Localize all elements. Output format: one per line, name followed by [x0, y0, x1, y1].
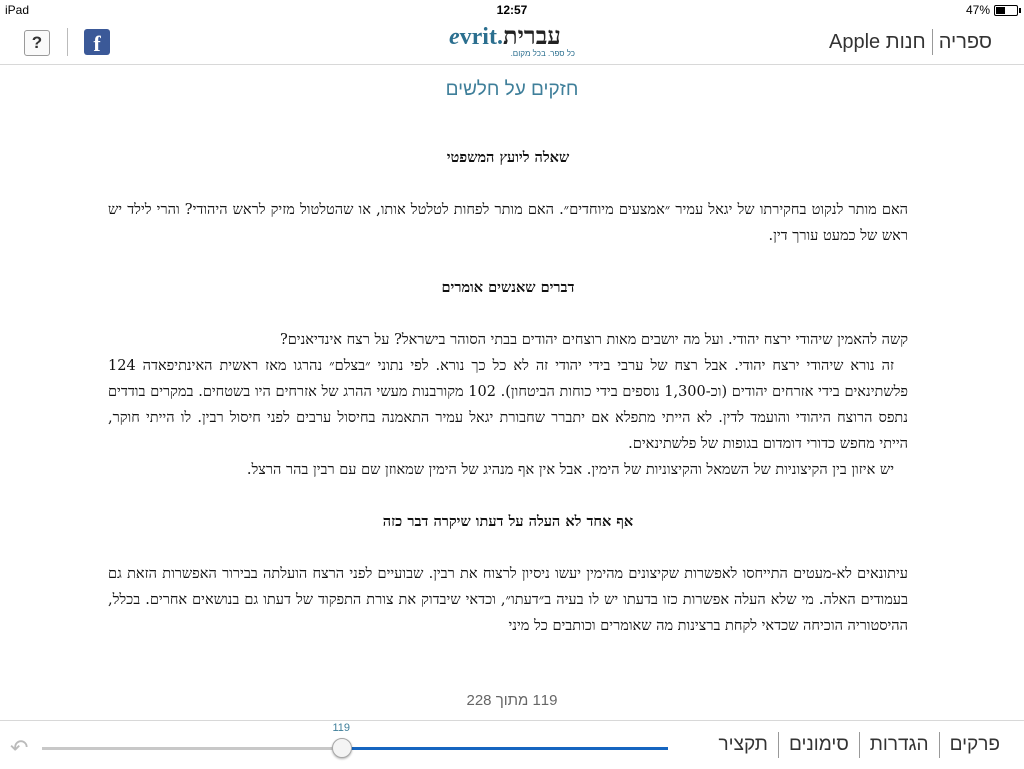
facebook-icon[interactable]: f: [84, 29, 110, 55]
evrit-logo: [449, 24, 579, 60]
paragraph: קשה להאמין שיהודי ירצח יהודי. ועל מה יושבים מאות רוצחים יהודים בבתי הסוהר בישראל? על רצח אינדיאנים?: [279, 332, 908, 348]
section-heading: דברים שאנשים אומרים: [441, 279, 575, 296]
help-button[interactable]: ?: [24, 30, 50, 56]
paragraph: זה נורא שיהודי ירצח יהודי. אבל רצח של ערבי בידי יהודי זה לא כל כך נורא. לפי נתוני ״בצלם״ נהרגו מאז ראשית האינתיפאדה 124 פלשתינאים בידי אזרחים יהודים (וכ-1,300 נוספים בידי כוחות הביטחון). 102 מקורבנות מעשי ההרג של אזרחים היו בשטחים. במקרים בודדים נתפס הרוצח היהודי והועמד לדין. לא הייתי מתפלא אם יתברר שחבורת יגאל עמיר התאמנה בחיסול ערבים לפני חיסול רבין. לו הייתי חוקר, הייתי מחפש כדורי דומדום בגופות של פלשתינאים.: [108, 358, 909, 452]
logo-wordmark: evrit.עברית: [449, 24, 561, 50]
toolbar-chapters[interactable]: פרקים: [949, 734, 1000, 755]
nav-apple-store[interactable]: חנות Apple: [829, 30, 926, 53]
battery-percent: 47%: [965, 3, 990, 17]
section-heading: שאלה ליועץ המשפטי: [446, 149, 570, 166]
battery-icon: [994, 5, 1018, 16]
paragraph: עיתונאים לא-מעטים התייחסו לאפשרות שקיצונים מהימין יעשו ניסיון לרצוח את רבין. שבועיים לפני הרצח הועלתה בבירור האפשרות הזאת גם בעמודים האלה. מי שלא העלה אפשרות כזו בדעתו יש לו בעיה ב״דעתו״, וכדאי שיבדוק את צורת התפקוד של דעתו גם בנושאים אחרים. בכלל, ההיסטוריה הוכיחה שכדאי לקחת ברצינות מה שאומרים וכותבים כל מיני: [108, 566, 908, 634]
chapter-title: חזקים על חלשים: [445, 79, 579, 100]
paragraph: יש איזון בין הקיצוניות של השמאל והקיצוניות של הימין. אבל אין אף מנהיג של הימין שמאוזן שם עם רבין בהר הרצל.: [246, 462, 894, 478]
book-page-content: [108, 145, 908, 639]
page-slider[interactable]: [42, 722, 668, 750]
bottom-toolbar: [0, 720, 1024, 769]
header-nav: [823, 29, 998, 55]
undo-arrow-icon[interactable]: ↶: [10, 735, 29, 760]
slider-fill: [341, 747, 668, 750]
top-nav: [0, 20, 1024, 65]
slider-thumb[interactable]: [332, 738, 352, 758]
toolbar-divider: [778, 732, 779, 758]
section-heading: אף אחד לא העלה על דעתו שיקרה דבר כזה: [382, 513, 634, 530]
slider-page-label: 119: [332, 722, 351, 734]
page-indicator: 119 מתוך 228: [466, 692, 558, 709]
status-time: 12:57: [496, 3, 528, 17]
toolbar-divider: [859, 732, 860, 758]
paragraph: האם מותר לנקוט בחקירתו של יגאל עמיר ״אמצעים מיוחדים״. האם מותר לפחות לטלטל אותו, או שהטלטול מזיק לראש היהודי? והרי לילד יש ראש של כמעט עורך דין.: [108, 202, 908, 244]
toolbar-settings[interactable]: הגדרות: [869, 734, 929, 755]
logo-tagline: כל ספר. בכל מקום.: [510, 49, 575, 58]
nav-divider: [932, 29, 933, 55]
nav-library[interactable]: ספריה: [938, 30, 992, 53]
nav-divider: [67, 28, 68, 56]
battery-indicator: [966, 3, 1018, 17]
toolbar-menu: [709, 732, 1010, 758]
toolbar-summary[interactable]: תקציר: [718, 734, 768, 755]
toolbar-divider: [939, 732, 940, 758]
status-bar: [0, 0, 1024, 20]
toolbar-bookmarks[interactable]: סימונים: [788, 734, 849, 755]
device-name: iPad: [5, 3, 30, 17]
